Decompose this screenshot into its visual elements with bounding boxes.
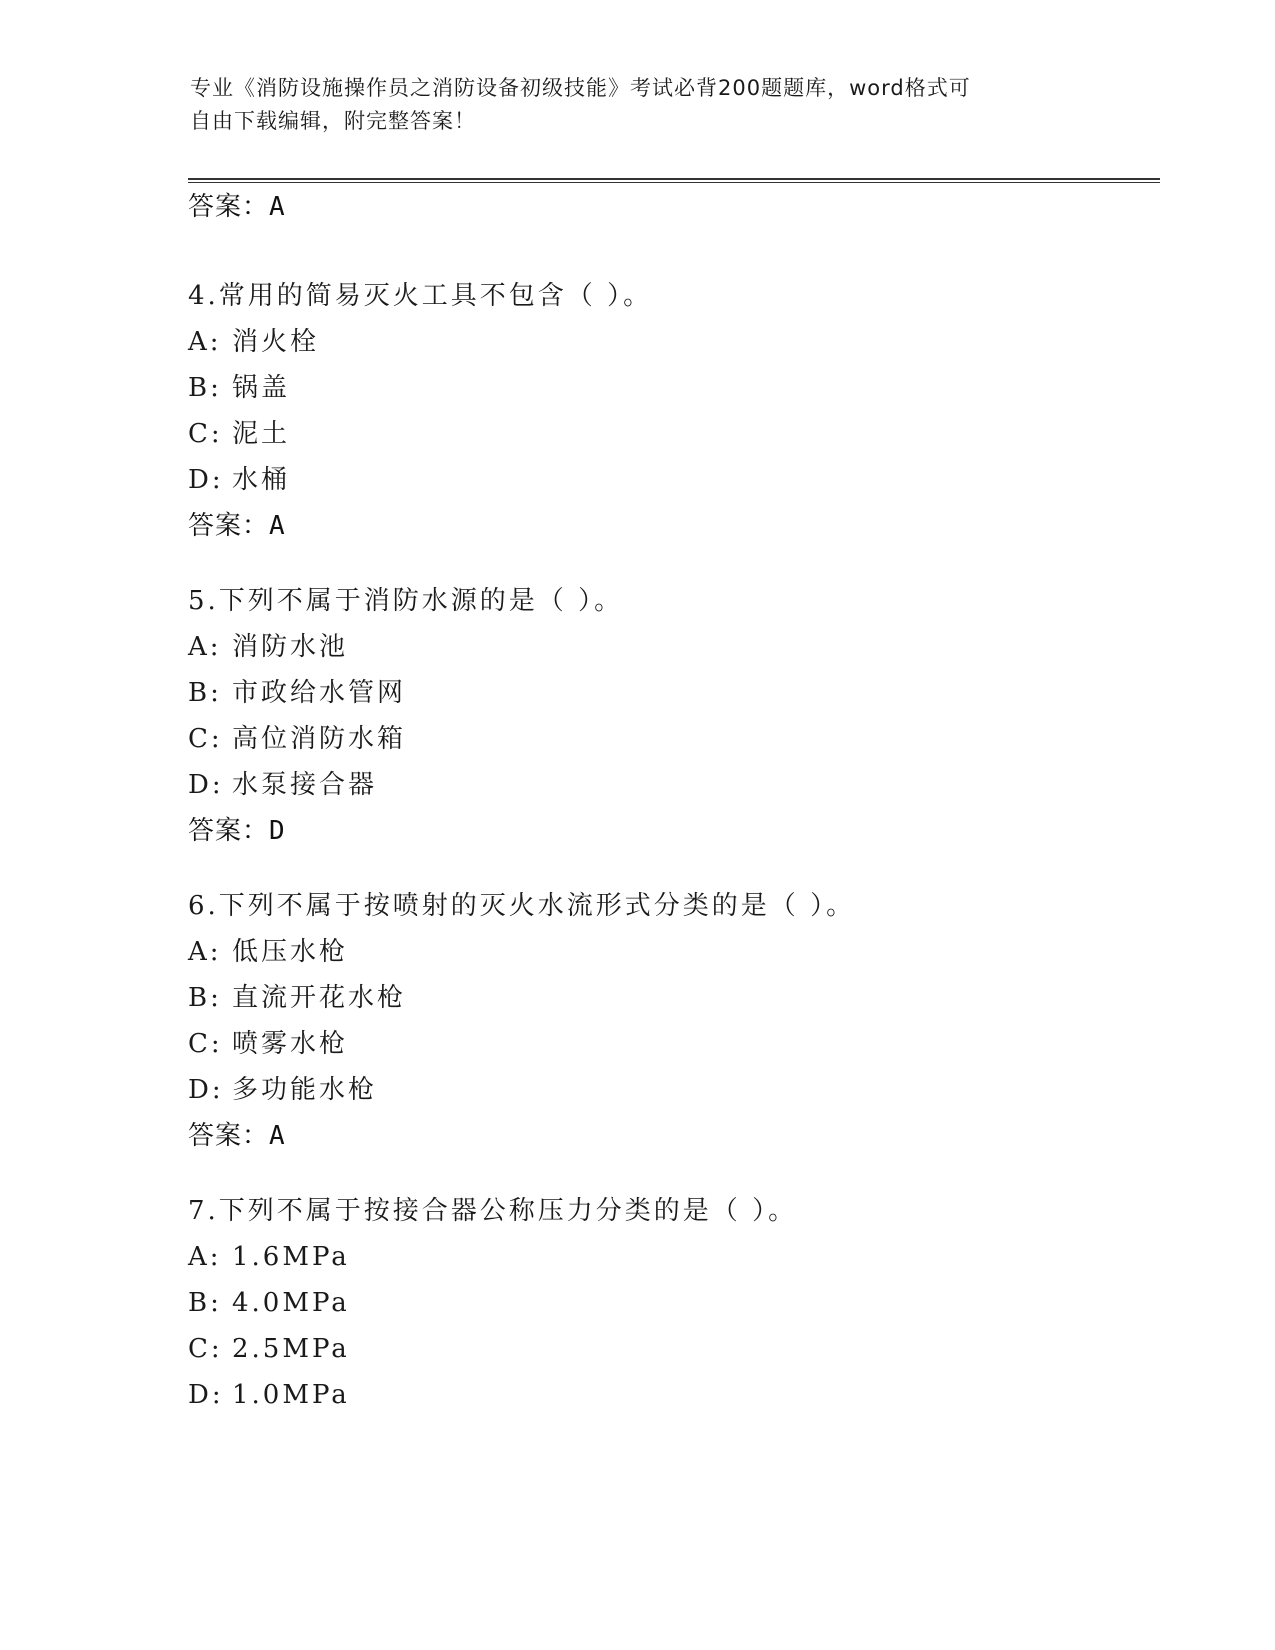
answer-label: 答案： bbox=[188, 511, 270, 541]
option-text: 1.6MPa bbox=[232, 1242, 350, 1272]
answer-label: 答案： bbox=[188, 1121, 270, 1151]
header-line-1: 专业《消防设施操作员之消防设备初级技能》考试必背200题题库，word格式可 bbox=[190, 76, 971, 100]
option-letter: D: bbox=[188, 1380, 224, 1410]
option-text: 低压水枪 bbox=[232, 937, 349, 967]
option-text: 消火栓 bbox=[232, 327, 320, 357]
option-d bbox=[188, 457, 1148, 503]
option-c bbox=[188, 411, 1148, 457]
question-6 bbox=[188, 883, 1148, 1159]
option-a bbox=[188, 1234, 1148, 1280]
header-line-2: 自由下载编辑，附完整答案！ bbox=[190, 109, 476, 133]
option-c bbox=[188, 1021, 1148, 1067]
question-answer bbox=[188, 808, 1148, 854]
option-text: 市政给水管网 bbox=[232, 678, 407, 708]
option-text: 1.0MPa bbox=[232, 1380, 350, 1410]
question-stem: 5.下列不属于消防水源的是（ ）。 bbox=[188, 586, 624, 616]
option-d bbox=[188, 762, 1148, 808]
option-letter: A: bbox=[188, 937, 222, 967]
option-d bbox=[188, 1372, 1148, 1418]
option-letter: D: bbox=[188, 1075, 224, 1105]
option-text: 高位消防水箱 bbox=[232, 724, 407, 754]
answer-label: 答案： bbox=[188, 192, 270, 222]
option-text: 水泵接合器 bbox=[232, 770, 378, 800]
option-c bbox=[188, 1326, 1148, 1372]
option-letter: B: bbox=[188, 678, 222, 708]
top-answer bbox=[188, 186, 286, 223]
option-a bbox=[188, 624, 1148, 670]
option-letter: B: bbox=[188, 1288, 222, 1318]
option-letter: C: bbox=[188, 1334, 223, 1364]
document-header bbox=[190, 72, 1070, 138]
question-4 bbox=[188, 273, 1148, 549]
answer-label: 答案： bbox=[188, 816, 270, 846]
option-c bbox=[188, 716, 1148, 762]
option-b bbox=[188, 1280, 1148, 1326]
answer-value: A bbox=[269, 192, 286, 222]
option-letter: C: bbox=[188, 724, 223, 754]
option-b bbox=[188, 365, 1148, 411]
option-b bbox=[188, 975, 1148, 1021]
header-divider bbox=[188, 178, 1160, 183]
option-letter: A: bbox=[188, 1242, 222, 1272]
option-text: 喷雾水枪 bbox=[232, 1029, 349, 1059]
option-a bbox=[188, 319, 1148, 365]
answer-value: D bbox=[269, 816, 286, 846]
option-text: 锅盖 bbox=[232, 373, 291, 403]
option-a bbox=[188, 929, 1148, 975]
option-d bbox=[188, 1067, 1148, 1113]
question-answer bbox=[188, 1113, 1148, 1159]
option-letter: C: bbox=[188, 1029, 223, 1059]
option-b bbox=[188, 670, 1148, 716]
option-text: 多功能水枪 bbox=[232, 1075, 378, 1105]
option-letter: D: bbox=[188, 465, 224, 495]
question-stem: 7.下列不属于按接合器公称压力分类的是（ ）。 bbox=[188, 1196, 798, 1226]
option-text: 水桶 bbox=[232, 465, 291, 495]
answer-value: A bbox=[269, 511, 286, 541]
option-text: 2.5MPa bbox=[232, 1334, 350, 1364]
answer-value: A bbox=[269, 1121, 286, 1151]
question-stem: 4.常用的简易灭火工具不包含（ ）。 bbox=[188, 281, 653, 311]
option-text: 泥土 bbox=[232, 419, 291, 449]
option-text: 4.0MPa bbox=[232, 1288, 350, 1318]
option-text: 消防水池 bbox=[232, 632, 349, 662]
option-letter: A: bbox=[188, 327, 222, 357]
option-letter: D: bbox=[188, 770, 224, 800]
question-7 bbox=[188, 1188, 1148, 1418]
question-stem: 6.下列不属于按喷射的灭火水流形式分类的是（ ）。 bbox=[188, 891, 856, 921]
option-letter: B: bbox=[188, 983, 222, 1013]
option-text: 直流开花水枪 bbox=[232, 983, 407, 1013]
question-answer bbox=[188, 503, 1148, 549]
option-letter: C: bbox=[188, 419, 223, 449]
question-5 bbox=[188, 578, 1148, 854]
option-letter: A: bbox=[188, 632, 222, 662]
option-letter: B: bbox=[188, 373, 222, 403]
